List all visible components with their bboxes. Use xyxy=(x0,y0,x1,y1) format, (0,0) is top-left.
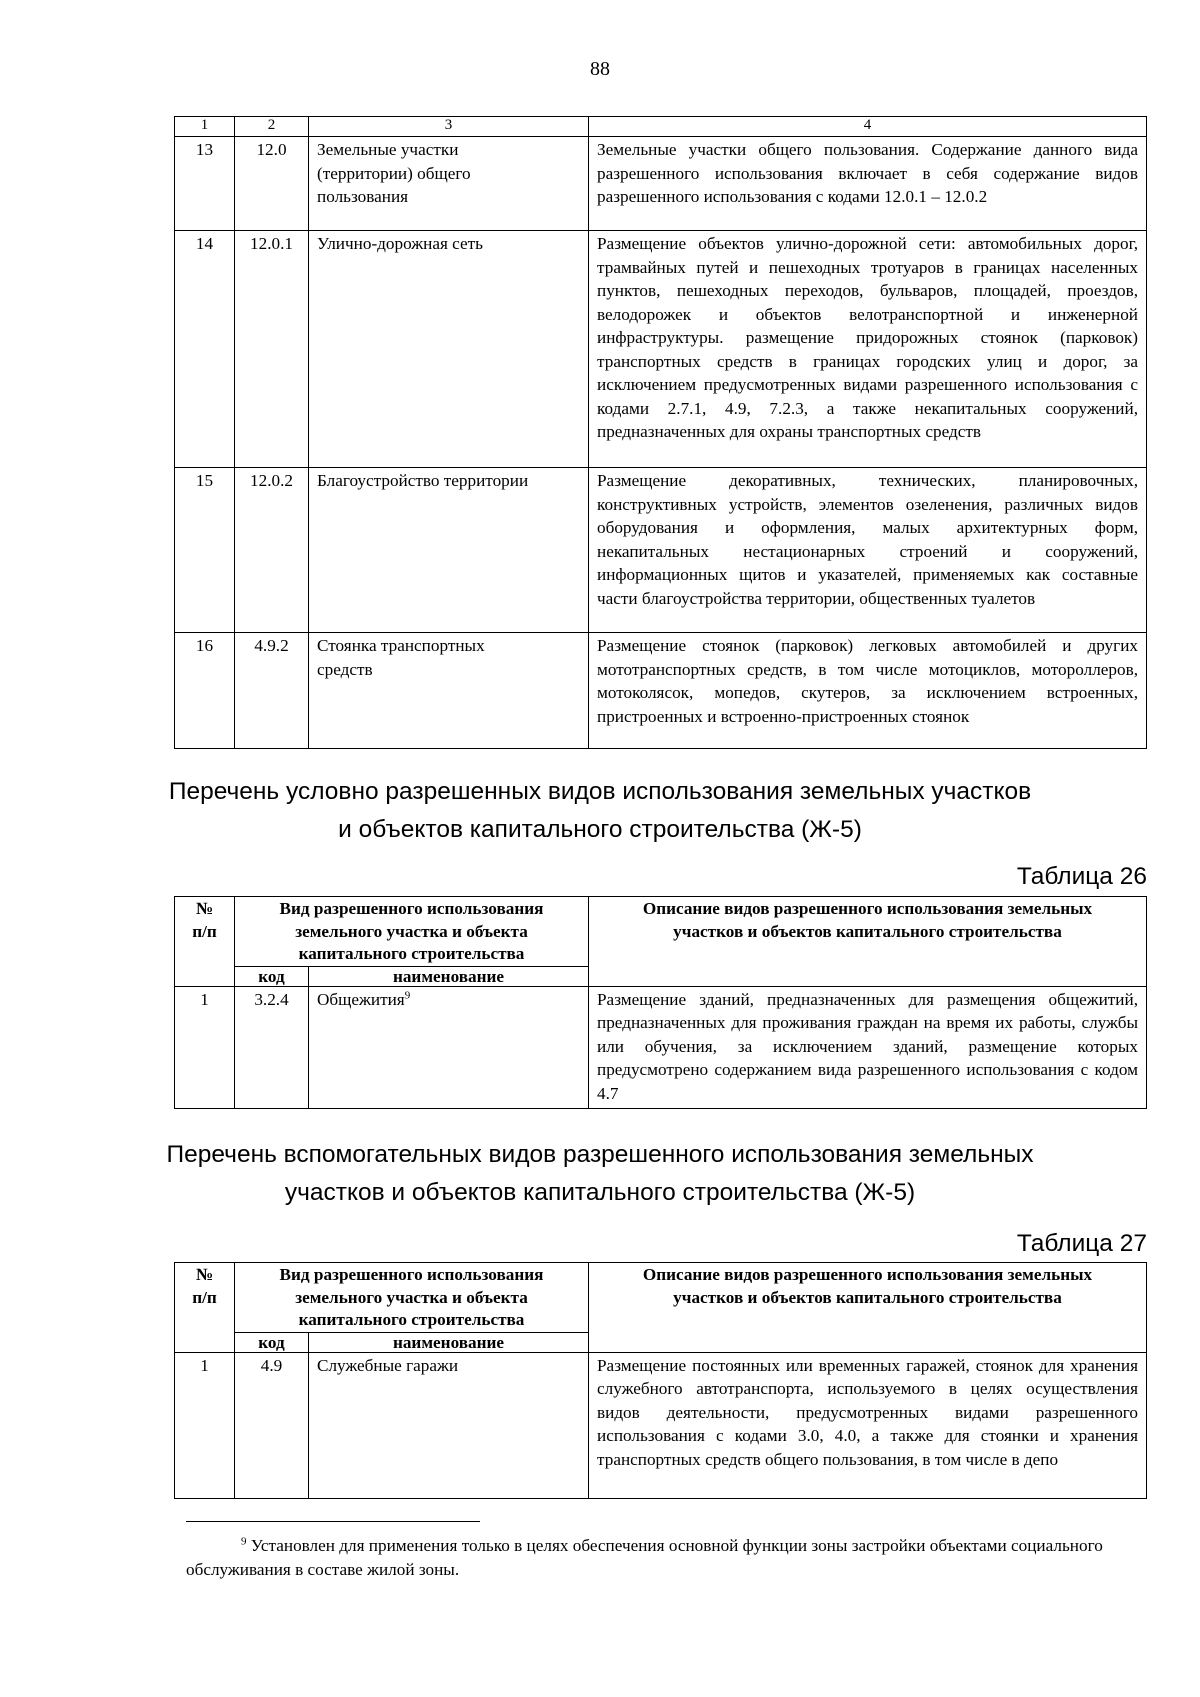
header-code: код xyxy=(235,966,309,986)
use-code: 12.0.1 xyxy=(235,231,309,468)
use-code: 3.2.4 xyxy=(235,986,309,1108)
use-description: Размещение объектов улично-дорожной сети: автомобильных дорог, трамвайных путей и пешеходных тротуаров в границах населенных пунктов, пешеходных переходов, бульваров, площадей, проездов, велодорожек и объектов велотранспортной и инженерной инфраструктуры. размещение придорожных стоянок (парковок) транспортных средств в границах городских улиц и дорог, за исключением предусмотренных видами разрешенного использования с кодами 2.7.1, 4.9, 7.2.3, а также некапитальных сооружений, предназначенных для охраны транспортных средств xyxy=(589,231,1147,468)
section-heading-conditional xyxy=(0,773,1200,849)
use-code: 4.9.2 xyxy=(235,633,309,749)
row-number: 13 xyxy=(175,137,235,231)
row-number: 15 xyxy=(175,468,235,633)
table-caption: Таблица 26 xyxy=(1016,863,1147,890)
use-description: Земельные участки общего пользования. Содержание данного вида разрешенного использования включает в себя содержание видов разрешенного использования с кодами 12.0.1 – 12.0.2 xyxy=(589,137,1147,231)
header-name: наименование xyxy=(309,1332,589,1352)
column-number-row xyxy=(175,117,1147,137)
table-row xyxy=(175,1352,1147,1498)
table-row xyxy=(175,231,1147,468)
column-number: 1 xyxy=(175,117,235,137)
header-type-group: Вид разрешенного использования земельного участка и объекта капитального строительства xyxy=(235,1263,589,1333)
table-caption: Таблица 27 xyxy=(1016,1230,1147,1257)
use-code: 12.0.2 xyxy=(235,468,309,633)
column-number: 3 xyxy=(309,117,589,137)
column-number: 4 xyxy=(589,117,1147,137)
table-row xyxy=(175,986,1147,1108)
heading-line: Перечень вспомогательных видов разрешенного использования земельных xyxy=(166,1141,1034,1168)
land-use-table-continued xyxy=(174,116,1147,749)
use-description: Размещение постоянных или временных гаражей, стоянок для хранения служебного автотранспорта, используемого в целях осуществления видов деятельности, предусмотренных видами разрешенного использования с кодами 3.0, 4.0, а также для стоянки и хранения транспортных средств общего пользования, в том числе в депо xyxy=(589,1352,1147,1498)
row-number: 14 xyxy=(175,231,235,468)
row-number: 1 xyxy=(175,986,235,1108)
use-code: 4.9 xyxy=(235,1352,309,1498)
header-description: Описание видов разрешенного использования земельных участков и объектов капитального строительства xyxy=(589,1263,1147,1353)
page-number: 88 xyxy=(590,58,610,80)
header-description: Описание видов разрешенного использования земельных участков и объектов капитального строительства xyxy=(589,897,1147,987)
table-row xyxy=(175,633,1147,749)
footnote-mark: 9 xyxy=(241,1535,247,1548)
use-name: Улично-дорожная сеть xyxy=(309,231,589,468)
use-code: 12.0 xyxy=(235,137,309,231)
heading-line: и объектов капитального строительства (Ж-5) xyxy=(338,816,862,843)
footnote-mark: 9 xyxy=(404,988,411,1001)
use-name: Общежития xyxy=(317,989,405,1009)
column-number: 2 xyxy=(235,117,309,137)
header-name: наименование xyxy=(309,966,589,986)
use-name: Земельные участки (территории) общего пользования xyxy=(309,137,589,231)
use-name: Благоустройство территории xyxy=(309,468,589,633)
conditional-uses-table xyxy=(174,896,1147,1109)
heading-line: участков и объектов капитального строительства (Ж-5) xyxy=(284,1179,916,1206)
header-row xyxy=(175,1263,1147,1333)
footnote-text: Установлен для применения только в целях обеспечения основной функции зоны застройки объектами социального обслуживания в составе жилой зоны. xyxy=(186,1536,1103,1579)
header-num: № п/п xyxy=(175,897,235,987)
use-description: Размещение декоративных, технических, планировочных, конструктивных устройств, элементов озеленения, различных видов оборудования и оформления, малых архитектурных форм, некапитальных нестационарных строений и сооружений, информационных щитов и указателей, применяемых как составные части благоустройства территории, общественных туалетов xyxy=(589,468,1147,633)
use-name: Служебные гаражи xyxy=(309,1352,589,1498)
use-name-cell xyxy=(309,986,589,1108)
section-heading-auxiliary xyxy=(0,1136,1200,1212)
header-code: код xyxy=(235,1332,309,1352)
auxiliary-uses-table xyxy=(174,1262,1147,1499)
header-type-group: Вид разрешенного использования земельного участка и объекта капитального строительства xyxy=(235,897,589,967)
use-name: Стоянка транспортных средств xyxy=(309,633,589,749)
header-row xyxy=(175,897,1147,967)
use-description: Размещение зданий, предназначенных для размещения общежитий, предназначенных для проживания граждан на время их работы, службы или обучения, за исключением зданий, размещение которых предусмотрено содержанием вида разрешенного использования с кодом 4.7 xyxy=(589,986,1147,1108)
table-row xyxy=(175,137,1147,231)
header-num: № п/п xyxy=(175,1263,235,1353)
footnote-separator xyxy=(186,1521,480,1522)
table-row xyxy=(175,468,1147,633)
footnote xyxy=(186,1534,1146,1582)
row-number: 1 xyxy=(175,1352,235,1498)
use-description: Размещение стоянок (парковок) легковых автомобилей и других мототранспортных средств, в том числе мотоциклов, мотороллеров, мотоколясок, мопедов, скутеров, за исключением встроенных, пристроенных и встроенно-пристроенных стоянок xyxy=(589,633,1147,749)
heading-line: Перечень условно разрешенных видов использования земельных участков xyxy=(168,778,1032,805)
row-number: 16 xyxy=(175,633,235,749)
